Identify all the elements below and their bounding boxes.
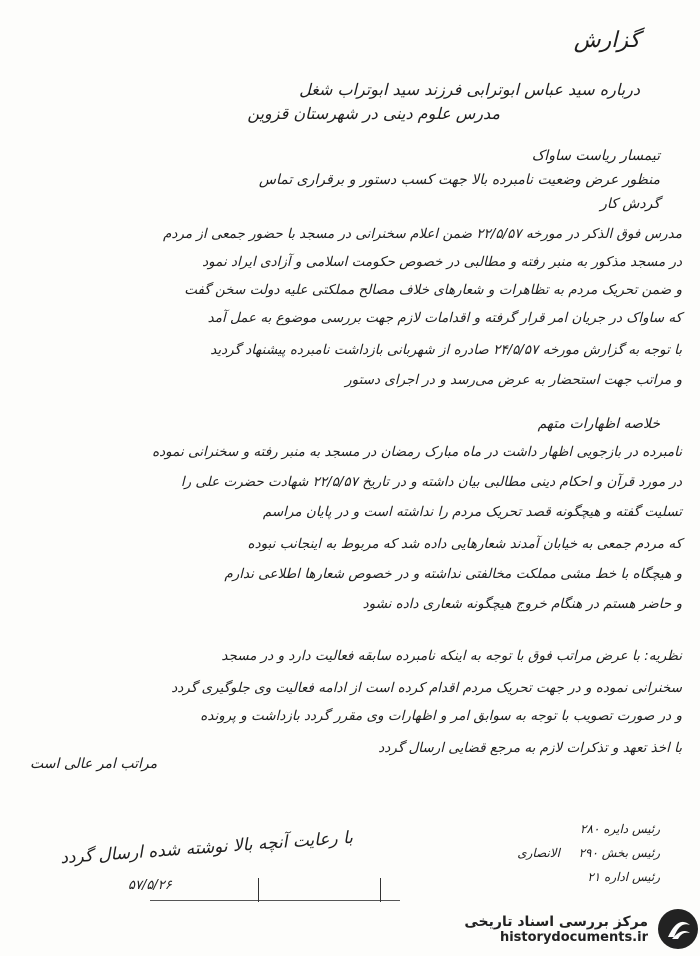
handwritten-note: با رعایت آنچه بالا نوشته شده ارسال گردد	[59, 827, 354, 869]
findings-line: نامبرده در بازجویی اظهار داشت در ماه مبارک رمضان در مسجد به منبر رفته و سخنرانی نموده	[152, 444, 682, 460]
watermark-logo	[430, 902, 700, 956]
report-label: گردش کار	[600, 196, 660, 212]
opinion-line: و در صورت تصویب با توجه به سوابق امر و اظهارات وی مقرر گردد بازداشت و پرونده	[200, 708, 682, 724]
findings-line: و حاضر هستم در هنگام خروج هیچگونه شعاری داده نشود	[362, 596, 682, 612]
findings-line: تسلیت گفته و هیچگونه قصد تحریک مردم را نداشته است و در پایان مراسم	[262, 504, 682, 520]
signature-3: الانصاری	[517, 846, 560, 860]
opinion-closing: مراتب امر عالی است	[30, 756, 158, 772]
findings-line: و هیچگاه با خط مشی مملکت مخالفتی نداشته و در خصوص شعارها اطلاعی ندارم	[224, 566, 682, 582]
body-line: با توجه به گزارش مورخه ۲۴/۵/۵۷ صادره از شهربانی بازداشت نامبرده پیشنهاد گردید	[210, 342, 682, 358]
stamp-tick	[380, 878, 381, 902]
subject-line-2: مدرس علوم دینی در شهرستان قزوین	[247, 104, 500, 123]
stamp-tick	[258, 878, 259, 902]
logo-fa-text: مرکز بررسی اسناد تاریخی	[464, 913, 648, 930]
opinion-line: سخنرانی نموده و در جهت تحریک مردم اقدام کرده است از ادامه فعالیت وی جلوگیری گردد	[171, 680, 682, 696]
purpose-line: منظور عرض وضعیت نامبرده بالا جهت کسب دستور و برقراری تماس	[258, 172, 660, 188]
findings-line: که مردم جمعی به خیابان آمدند شعارهایی داده شد که مربوط به اینجانب نبوده	[247, 536, 682, 552]
archive-logo-icon	[656, 907, 700, 951]
opinion-line: با اخذ تعهد و تذکرات لازم به مرجع قضایی ارسال گردد	[378, 740, 682, 756]
logo-en-text: historydocuments.ir	[499, 929, 648, 945]
subject-line-1: درباره سید عباس ابوترابی فرزند سید ابوتراب شغل	[299, 80, 640, 99]
addressee: تیمسار ریاست ساواک	[531, 148, 660, 164]
body-line: در مسجد مذکور به منبر رفته و مطالبی در خصوص حکومت اسلامی و آزادی ایراد نمود	[202, 254, 682, 270]
signature-4: رئیس اداره ۲۱	[587, 870, 660, 884]
findings-heading: خلاصه اظهارات متهم	[537, 416, 660, 432]
signature-2: رئیس بخش ۲۹۰	[578, 846, 660, 860]
logo-text	[464, 914, 648, 945]
opinion-line: نظریه: با عرض مراتب فوق با توجه به اینکه نامبرده سابقه فعالیت دارد و در مسجد	[221, 648, 682, 664]
date-stamp: ۵۷/۵/۲۶	[128, 878, 172, 893]
report-title: گزارش	[573, 28, 640, 53]
body-line: مدرس فوق الذکر در مورخه ۲۲/۵/۵۷ ضمن اعلام سخنرانی در مسجد با حضور جمعی از مردم	[163, 226, 682, 242]
findings-line: در مورد قرآن و احکام دینی مطالبی بیان داشته و در تاریخ ۲۲/۵/۵۷ شهادت حضرت علی را	[180, 474, 682, 490]
bottom-divider	[150, 900, 400, 901]
body-line: و ضمن تحریک مردم به تظاهرات و شعارهای خلاف مصالح مملکتی علیه دولت سخن گفت	[184, 282, 682, 298]
signature-1: رئیس دایره ۲۸۰	[580, 822, 660, 836]
body-line: که ساواک در جریان امر قرار گرفته و اقدامات لازم جهت بررسی موضوع به عمل آمد	[207, 310, 682, 326]
body-line: و مراتب جهت استحضار به عرض می‌رسد و در اجرای دستور	[345, 372, 682, 388]
